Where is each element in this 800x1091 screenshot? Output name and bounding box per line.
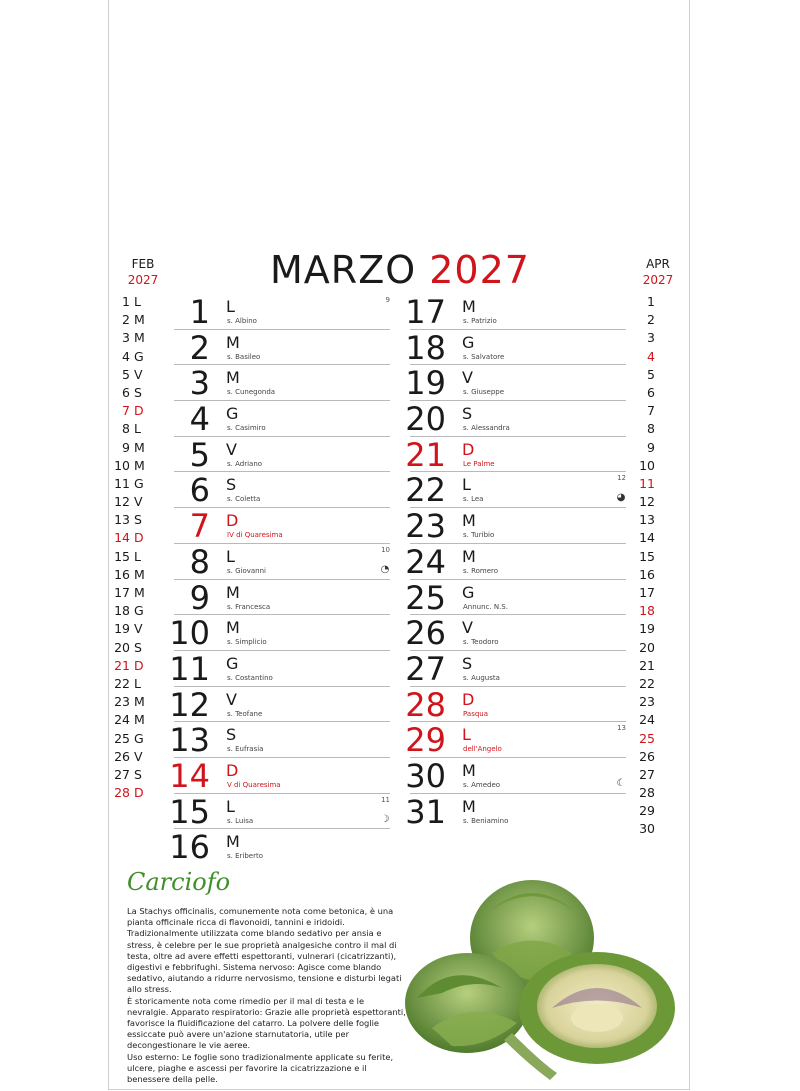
saint-name: s. Simplicio <box>227 638 267 647</box>
saint-name: s. Lea <box>463 495 484 504</box>
side-day-row <box>633 620 655 638</box>
side-day-number: 20 <box>639 639 655 655</box>
saint-name: s. Amedeo <box>463 780 501 789</box>
side-day-row <box>114 620 145 638</box>
side-day-number: 4 <box>122 348 130 364</box>
march-column-1 <box>169 293 390 867</box>
saint-name: s. Costantino <box>227 673 273 682</box>
side-day-number: 19 <box>639 621 655 637</box>
side-day-row <box>114 657 145 675</box>
side-day-number: 6 <box>122 384 130 400</box>
moon-phase-icon: ◕ <box>616 492 626 504</box>
day-number: 28 <box>405 685 446 724</box>
side-day-row <box>633 348 655 366</box>
side-day-row <box>114 384 145 402</box>
side-day-number: 3 <box>122 330 130 346</box>
day-weekday: S <box>226 725 237 745</box>
day-row <box>174 544 390 580</box>
side-day-row <box>114 693 145 711</box>
side-day-row <box>633 311 655 329</box>
side-day-row <box>633 730 655 748</box>
side-day-weekday: M <box>134 694 145 710</box>
day-number: 30 <box>405 756 446 795</box>
day-row <box>174 580 390 616</box>
side-day-weekday: L <box>134 294 141 309</box>
side-day-number: 19 <box>114 621 130 637</box>
week-number: 10 <box>381 545 390 554</box>
day-row <box>405 293 626 331</box>
side-day-weekday: V <box>134 366 143 382</box>
side-day-row <box>633 529 655 547</box>
day-weekday: V <box>226 439 237 459</box>
side-day-row <box>633 457 655 475</box>
moon-phase-icon: ☾ <box>616 777 626 789</box>
day-number: 3 <box>189 364 210 403</box>
month-year: 2027 <box>429 248 530 292</box>
day-row <box>169 685 390 724</box>
day-weekday: M <box>462 760 476 780</box>
side-day-row <box>114 348 145 366</box>
side-day-row <box>114 602 145 620</box>
day-weekday: S <box>462 653 473 673</box>
side-day-number: 30 <box>639 821 655 837</box>
day-number: 4 <box>189 400 210 439</box>
side-day-number: 14 <box>114 530 130 546</box>
saint-name: Pasqua <box>463 709 489 718</box>
side-day-row <box>633 784 655 802</box>
side-day-row <box>114 420 145 438</box>
day-weekday: V <box>226 689 237 709</box>
side-day-row <box>633 711 655 729</box>
side-day-number: 5 <box>647 366 655 382</box>
side-day-weekday: G <box>134 475 144 491</box>
side-day-row <box>114 511 145 529</box>
day-weekday: D <box>226 511 239 531</box>
prev-month-name: FEB <box>131 257 155 271</box>
month-name: MARZO <box>270 248 417 292</box>
saint-name: s. Eriberto <box>227 852 263 861</box>
day-row <box>169 792 390 831</box>
side-day-number: 13 <box>114 512 130 528</box>
saint-name: s. Patrizio <box>463 317 497 325</box>
side-day-number: 7 <box>647 403 655 419</box>
side-day-row <box>633 584 655 602</box>
day-weekday: M <box>462 796 476 816</box>
side-day-number: 14 <box>639 530 655 546</box>
side-day-number: 29 <box>639 803 655 819</box>
day-number: 17 <box>405 293 446 331</box>
side-day-row <box>114 566 145 584</box>
side-day-number: 15 <box>114 548 130 564</box>
day-row <box>405 756 626 795</box>
side-day-number: 10 <box>639 457 655 473</box>
day-weekday: L <box>226 796 235 816</box>
day-row <box>169 721 390 760</box>
side-day-row <box>114 293 145 311</box>
day-weekday: M <box>226 832 240 852</box>
day-weekday: D <box>462 689 475 709</box>
day-weekday: S <box>226 475 237 495</box>
side-day-weekday: M <box>134 566 145 582</box>
day-number: 19 <box>405 364 446 403</box>
day-row <box>405 507 626 546</box>
saint-name: s. Casimiro <box>227 424 266 433</box>
week-number: 9 <box>385 296 390 304</box>
plant-name: Carciofo <box>127 868 231 896</box>
day-weekday: D <box>226 760 239 780</box>
day-weekday: M <box>226 368 240 388</box>
week-number: 13 <box>617 724 626 733</box>
day-row <box>405 364 626 403</box>
side-day-row <box>114 366 145 384</box>
day-row <box>169 649 390 688</box>
day-row <box>405 649 626 688</box>
day-row <box>174 508 390 544</box>
side-day-row <box>633 802 655 820</box>
side-day-number: 21 <box>639 657 655 673</box>
day-row <box>405 471 626 510</box>
saint-name: s. Adriano <box>227 459 263 468</box>
side-day-row <box>633 511 655 529</box>
side-day-number: 5 <box>122 366 130 382</box>
side-day-weekday: L <box>134 675 141 691</box>
next-month-year: 2027 <box>642 273 674 287</box>
next-month-name: APR <box>646 257 670 271</box>
side-day-row <box>114 784 145 802</box>
side-day-row <box>114 730 145 748</box>
saint-name: s. Giuseppe <box>463 388 505 397</box>
day-weekday: S <box>462 404 473 424</box>
saint-name: s. Basileo <box>227 352 261 361</box>
moon-phase-icon: ☽ <box>380 813 390 825</box>
day-weekday: G <box>226 653 239 673</box>
side-day-row <box>114 748 145 766</box>
plant-paragraph-3: Uso esterno: Le foglie sono tradizionalmente applicate su ferite, ulcere, piaghe e ascessi per favorire la cicatrizzazione e il benessere della pelle. <box>127 1051 394 1085</box>
saint-name: Annunc. N.S. <box>463 602 508 611</box>
side-day-row <box>633 329 655 347</box>
side-day-row <box>114 639 145 657</box>
next-month-days <box>633 293 655 839</box>
week-number: 12 <box>617 474 626 483</box>
side-day-weekday: D <box>134 530 144 546</box>
day-weekday: M <box>226 332 240 352</box>
side-day-number: 18 <box>114 603 130 619</box>
side-day-number: 3 <box>647 330 655 346</box>
side-day-row <box>633 402 655 420</box>
side-day-weekday: D <box>134 657 144 673</box>
next-month-header <box>633 257 683 287</box>
day-number: 1 <box>189 293 210 331</box>
side-day-row <box>633 602 655 620</box>
day-number: 15 <box>169 792 210 831</box>
side-day-number: 21 <box>114 657 130 673</box>
side-day-weekday: M <box>134 712 145 728</box>
side-day-row <box>633 475 655 493</box>
day-row <box>174 472 390 508</box>
side-day-weekday: V <box>134 748 143 764</box>
saint-name: Le Palme <box>463 459 495 468</box>
saint-name: s. Romero <box>463 566 499 575</box>
side-day-number: 12 <box>639 494 655 510</box>
side-day-weekday: V <box>134 494 143 510</box>
day-number: 2 <box>189 328 210 367</box>
side-day-row <box>114 711 145 729</box>
day-weekday: L <box>462 475 471 495</box>
side-day-weekday: S <box>134 512 142 528</box>
side-day-number: 16 <box>114 566 130 582</box>
day-number: 23 <box>405 507 446 546</box>
moon-phase-icon: ◔ <box>380 563 390 575</box>
side-day-weekday: V <box>134 621 143 637</box>
day-number: 22 <box>405 471 446 510</box>
saint-name: s. Cunegonda <box>227 388 276 397</box>
side-day-row <box>633 548 655 566</box>
day-number: 8 <box>189 542 210 581</box>
saint-name: s. Giovanni <box>227 566 266 575</box>
side-day-weekday: S <box>134 766 142 782</box>
side-day-row <box>633 657 655 675</box>
day-weekday: M <box>462 511 476 531</box>
side-day-number: 18 <box>639 603 655 619</box>
saint-name: V di Quaresima <box>227 780 281 789</box>
side-day-row <box>114 402 145 420</box>
side-day-row <box>633 420 655 438</box>
day-weekday: M <box>462 546 476 566</box>
side-day-weekday: M <box>134 585 145 600</box>
day-row <box>169 614 390 653</box>
side-day-number: 7 <box>122 403 130 419</box>
side-day-number: 9 <box>122 439 130 455</box>
saint-name: s. Teodoro <box>463 638 499 647</box>
side-day-number: 11 <box>639 475 655 491</box>
day-number: 18 <box>405 328 446 367</box>
side-day-number: 8 <box>122 421 130 437</box>
side-day-number: 27 <box>639 766 655 782</box>
saint-name: s. Alessandra <box>463 424 510 433</box>
side-day-number: 26 <box>114 748 130 764</box>
day-number: 31 <box>405 792 446 831</box>
side-day-number: 26 <box>639 748 655 764</box>
side-day-number: 17 <box>639 585 655 600</box>
side-day-row <box>114 475 145 493</box>
side-day-number: 25 <box>639 730 655 746</box>
side-day-weekday: G <box>134 603 144 619</box>
side-day-row <box>114 675 145 693</box>
side-day-number: 27 <box>114 766 130 782</box>
day-weekday: L <box>226 546 235 566</box>
saint-name: s. Beniamino <box>463 816 509 825</box>
side-day-number: 8 <box>647 421 655 437</box>
side-day-row <box>633 748 655 766</box>
day-weekday: V <box>462 368 473 388</box>
day-row <box>174 401 390 437</box>
week-number: 11 <box>381 795 390 804</box>
day-weekday: D <box>462 439 475 459</box>
day-weekday: M <box>226 582 240 602</box>
side-day-row <box>633 820 655 838</box>
side-day-number: 4 <box>647 348 655 364</box>
side-day-row <box>114 311 145 329</box>
side-day-weekday: D <box>134 785 144 801</box>
prev-month-year: 2027 <box>127 273 159 287</box>
day-number: 7 <box>189 507 210 546</box>
prev-month-header <box>118 257 168 287</box>
day-row <box>405 578 626 617</box>
side-day-number: 13 <box>639 512 655 528</box>
day-weekday: G <box>462 582 475 602</box>
day-row <box>174 330 390 366</box>
prev-month-days <box>114 293 145 802</box>
side-day-row <box>114 766 145 784</box>
day-weekday: L <box>462 725 471 745</box>
day-number: 25 <box>405 578 446 617</box>
day-row <box>169 828 390 867</box>
day-number: 10 <box>169 614 210 653</box>
day-row <box>405 721 626 760</box>
side-day-row <box>633 675 655 693</box>
side-day-row <box>633 766 655 784</box>
side-day-row <box>114 548 145 566</box>
side-day-number: 23 <box>639 694 655 710</box>
artichoke-photo <box>392 858 692 1090</box>
side-day-weekday: M <box>134 439 145 455</box>
day-number: 24 <box>405 542 446 581</box>
day-number: 26 <box>405 614 446 653</box>
day-number: 13 <box>169 721 210 760</box>
side-day-number: 20 <box>114 639 130 655</box>
day-weekday: M <box>226 618 240 638</box>
saint-name: IV di Quaresima <box>227 531 283 540</box>
side-day-row <box>633 493 655 511</box>
day-row <box>405 400 626 439</box>
saint-name: s. Coletta <box>227 495 261 504</box>
side-day-row <box>114 457 145 475</box>
side-day-number: 10 <box>114 457 130 473</box>
day-number: 11 <box>169 649 210 688</box>
day-number: 5 <box>189 435 210 474</box>
side-day-row <box>633 693 655 711</box>
day-weekday: V <box>462 618 473 638</box>
side-day-row <box>114 529 145 547</box>
side-day-number: 2 <box>122 312 130 328</box>
saint-name: s. Luisa <box>227 816 254 825</box>
side-day-number: 23 <box>114 694 130 710</box>
day-number: 12 <box>169 685 210 724</box>
day-row <box>405 542 626 581</box>
day-weekday: G <box>226 404 239 424</box>
march-column-2 <box>405 293 626 831</box>
day-row <box>174 437 390 473</box>
plant-description <box>127 906 407 1085</box>
day-number: 9 <box>189 578 210 617</box>
saint-name: dell'Angelo <box>463 745 502 754</box>
side-day-number: 15 <box>639 548 655 564</box>
side-day-row <box>633 439 655 457</box>
side-day-number: 1 <box>122 294 130 309</box>
side-day-number: 17 <box>114 585 130 600</box>
side-day-number: 28 <box>639 785 655 801</box>
day-row <box>405 614 626 653</box>
saint-name: s. Albino <box>227 317 257 325</box>
day-weekday: M <box>462 297 476 316</box>
side-day-number: 24 <box>639 712 655 728</box>
day-row <box>405 792 626 831</box>
saint-name: s. Augusta <box>463 673 500 682</box>
day-number: 14 <box>169 756 210 795</box>
day-number: 27 <box>405 649 446 688</box>
side-day-row <box>114 493 145 511</box>
side-day-row <box>633 566 655 584</box>
day-weekday: G <box>462 332 475 352</box>
side-day-row <box>633 639 655 657</box>
day-weekday: L <box>226 297 235 316</box>
day-row <box>169 756 390 795</box>
side-day-weekday: S <box>134 384 142 400</box>
side-day-weekday: S <box>134 639 142 655</box>
day-row <box>405 685 626 724</box>
saint-name: s. Teofane <box>227 709 263 718</box>
plant-paragraph-2: È storicamente nota come rimedio per il mal di testa e le nevralgie. Apparato respiratorio: Grazie alle proprietà espettoranti, favorisce la fluidificazione del catarro. La polvere delle foglie essiccate può avere un'azione starnutatoria, utile per decongestionare le vie aeree. <box>127 995 406 1051</box>
side-day-number: 25 <box>114 730 130 746</box>
side-day-weekday: D <box>134 403 144 419</box>
side-day-weekday: G <box>134 348 144 364</box>
day-row <box>405 328 626 367</box>
day-number: 16 <box>169 828 210 867</box>
side-day-weekday: L <box>134 548 141 564</box>
side-day-number: 16 <box>639 566 655 582</box>
side-day-row <box>633 384 655 402</box>
side-day-weekday: M <box>134 312 145 328</box>
saint-name: s. Francesca <box>227 602 271 611</box>
side-day-weekday: M <box>134 330 145 346</box>
day-row <box>174 294 390 330</box>
side-day-row <box>633 366 655 384</box>
side-day-row <box>633 293 655 311</box>
plant-paragraph-1: La Stachys officinalis, comunemente nota come betonica, è una pianta officinale ricca di flavonoidi, tannini e iridoidi. Tradizionalmente utilizzata come blando sedativo per ansia e stress, è celebre per le sue proprietà analgesiche contro il mal di testa, oltre ad avere effetti espettoranti, vulnerari (cicatrizzanti), digestivi e febbrifughi. Sistema nervoso: Agisce come blando sedativo, aiutando a ridurre nervosismo, tensione e disturbi legati allo stress. <box>127 906 402 995</box>
day-row <box>405 435 626 474</box>
day-number: 20 <box>405 400 446 439</box>
side-day-number: 22 <box>639 675 655 691</box>
day-number: 21 <box>405 435 446 474</box>
side-day-number: 9 <box>647 439 655 455</box>
side-day-row <box>114 584 145 602</box>
side-day-number: 12 <box>114 494 130 510</box>
day-number: 6 <box>189 471 210 510</box>
side-day-number: 22 <box>114 675 130 691</box>
side-day-number: 6 <box>647 384 655 400</box>
side-day-number: 24 <box>114 712 130 728</box>
day-number: 29 <box>405 721 446 760</box>
side-day-number: 28 <box>114 785 130 801</box>
side-day-number: 11 <box>114 475 130 491</box>
saint-name: s. Eufrasia <box>227 745 264 754</box>
side-day-weekday: M <box>134 457 145 473</box>
saint-name: s. Salvatore <box>463 352 505 361</box>
side-day-weekday: L <box>134 421 141 437</box>
day-row <box>174 365 390 401</box>
side-day-row <box>114 439 145 457</box>
saint-name: s. Turibio <box>463 531 495 540</box>
side-day-number: 2 <box>647 312 655 328</box>
side-day-number: 1 <box>647 294 655 309</box>
side-day-row <box>114 329 145 347</box>
side-day-weekday: G <box>134 730 144 746</box>
